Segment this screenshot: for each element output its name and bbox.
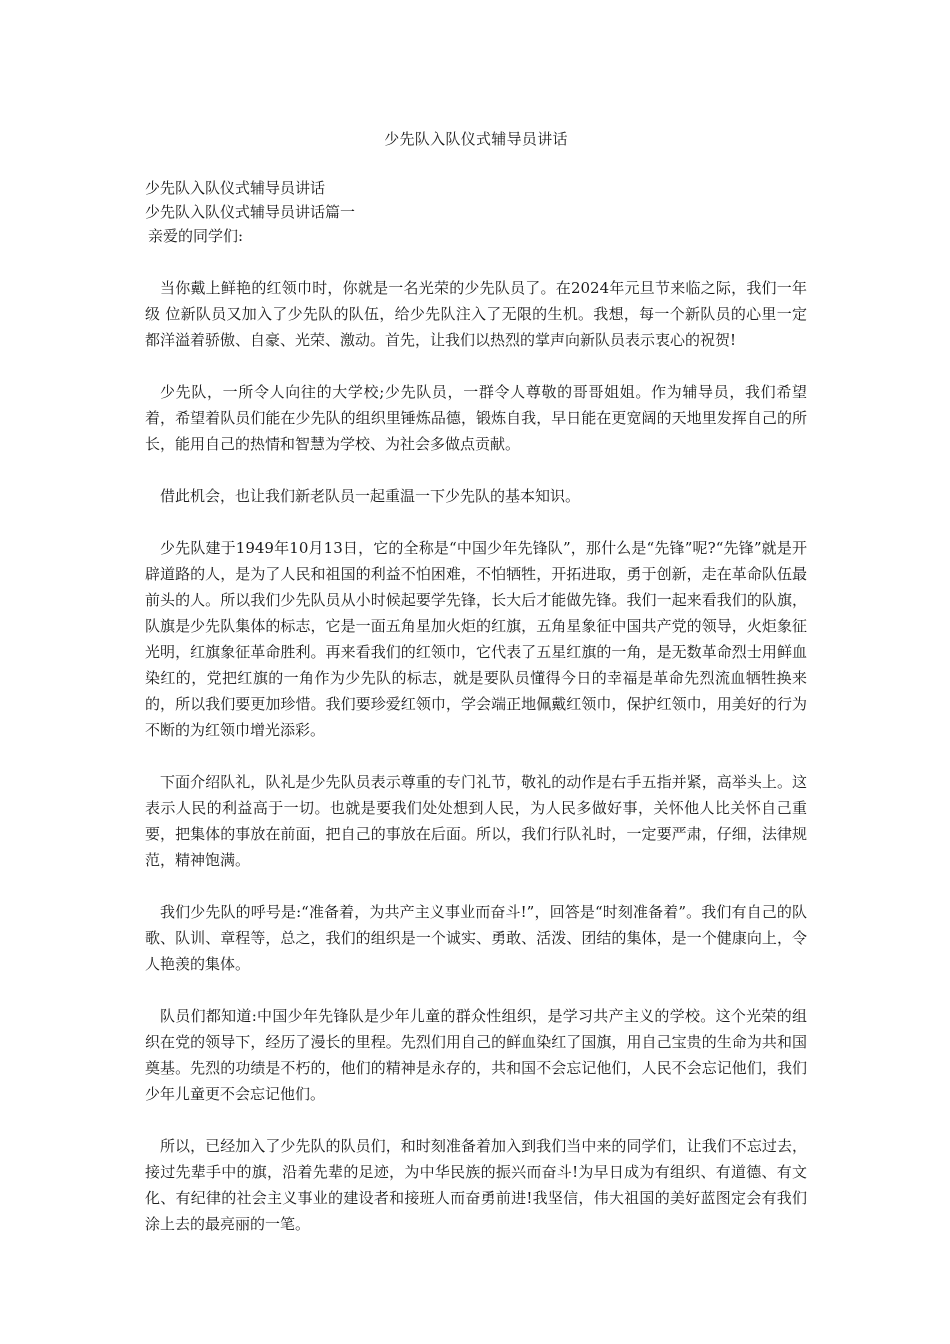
salutation: 亲爱的同学们:: [148, 227, 244, 245]
section-heading: 少先队入队仪式辅导员讲话篇一: [145, 203, 356, 221]
paragraph: 少先队，一所令人向往的大学校;少先队员，一群令人尊敬的哥哥姐姐。作为辅导员，我们希望着，希望着队员们能在少先队的组织里锤炼品德，锻炼自我，早日能在更宽阔的天地里发挥自己的所长，能用自己的热情和智慧为学校、为社会多做点贡献。: [145, 383, 807, 453]
paragraph: 借此机会，也让我们新老队员一起重温一下少先队的基本知识。: [160, 487, 581, 505]
subheading: 少先队入队仪式辅导员讲话: [145, 179, 326, 197]
page-title: 少先队入队仪式辅导员讲话: [384, 130, 568, 148]
paragraph: 所以，已经加入了少先队的队员们，和时刻准备着加入到我们当中来的同学们，让我们不忘过去，接过先辈手中的旗，沿着先辈的足迹，为中华民族的振兴而奋斗!为早日成为有组织、有道德、有文化、有纪律的社会主义事业的建设者和接班人而奋勇前进!我坚信，伟大祖国的美好蓝图定会有我们涂上去的最亮丽的一笔。: [145, 1137, 807, 1233]
paragraph: 我们少先队的呼号是:“准备着，为共产主义事业而奋斗!”，回答是“时刻准备着”。我们有自己的队歌、队训、章程等，总之，我们的组织是一个诚实、勇敢、活泼、团结的集体，是一个健康向上，令人艳羡的集体。: [145, 903, 807, 973]
paragraph: 下面介绍队礼，队礼是少先队员表示尊重的专门礼节，敬礼的动作是右手五指并紧，高举头上。这表示人民的利益高于一切。也就是要我们处处想到人民，为人民多做好事，关怀他人比关怀自己重要，把集体的事放在前面，把自己的事放在后面。所以，我们行队礼时，一定要严肃，仔细，法律规范，精神饱满。: [145, 773, 807, 869]
body-text: [145, 275, 807, 1237]
paragraph: 队员们都知道:中国少年先锋队是少年儿童的群众性组织，是学习共产主义的学校。这个光荣的组织在党的领导下，经历了漫长的里程。先烈们用自己的鲜血染红了国旗，用自己宝贵的生命为共和国奠基。先烈的功绩是不朽的，他们的精神是永存的，共和国不会忘记他们，人民不会忘记他们，我们少年儿童更不会忘记他们。: [145, 1007, 807, 1103]
heading-block: [145, 176, 807, 248]
paragraph: 当你戴上鲜艳的红领巾时，你就是一名光荣的少先队员了。在2024年元旦节来临之际，我们一年级 位新队员又加入了少先队的队伍，给少先队注入了无限的生机。我想，每一个新队员的心里一定都洋溢着骄傲、自豪、光荣、激动。首先，让我们以热烈的掌声向新队员表示衷心的祝贺!: [145, 279, 807, 349]
paragraph: 少先队建于1949年10月13日，它的全称是“中国少年先锋队”，那什么是“先锋”呢?“先锋”就是开辟道路的人，是为了人民和祖国的利益不怕困难，不怕牺牲，开拓进取，勇于创新，走在革命队伍最前头的人。所以我们少先队员从小时候起要学先锋，长大后才能做先锋。我们一起来看我们的队旗，队旗是少先队集体的标志，它是一面五角星加火炬的红旗，五角星象征中国共产党的领导，火炬象征光明，红旗象征革命胜利。再来看我们的红领巾，它代表了五星红旗的一角，是无数革命烈士用鲜血染红的，党把红旗的一角作为少先队的标志，就是要队员懂得今日的幸福是革命先烈流血牺牲换来的，所以我们要更加珍惜。我们要珍爱红领巾，学会端正地佩戴红领巾，保护红领巾，用美好的行为不断的为红领巾增光添彩。: [145, 539, 807, 739]
